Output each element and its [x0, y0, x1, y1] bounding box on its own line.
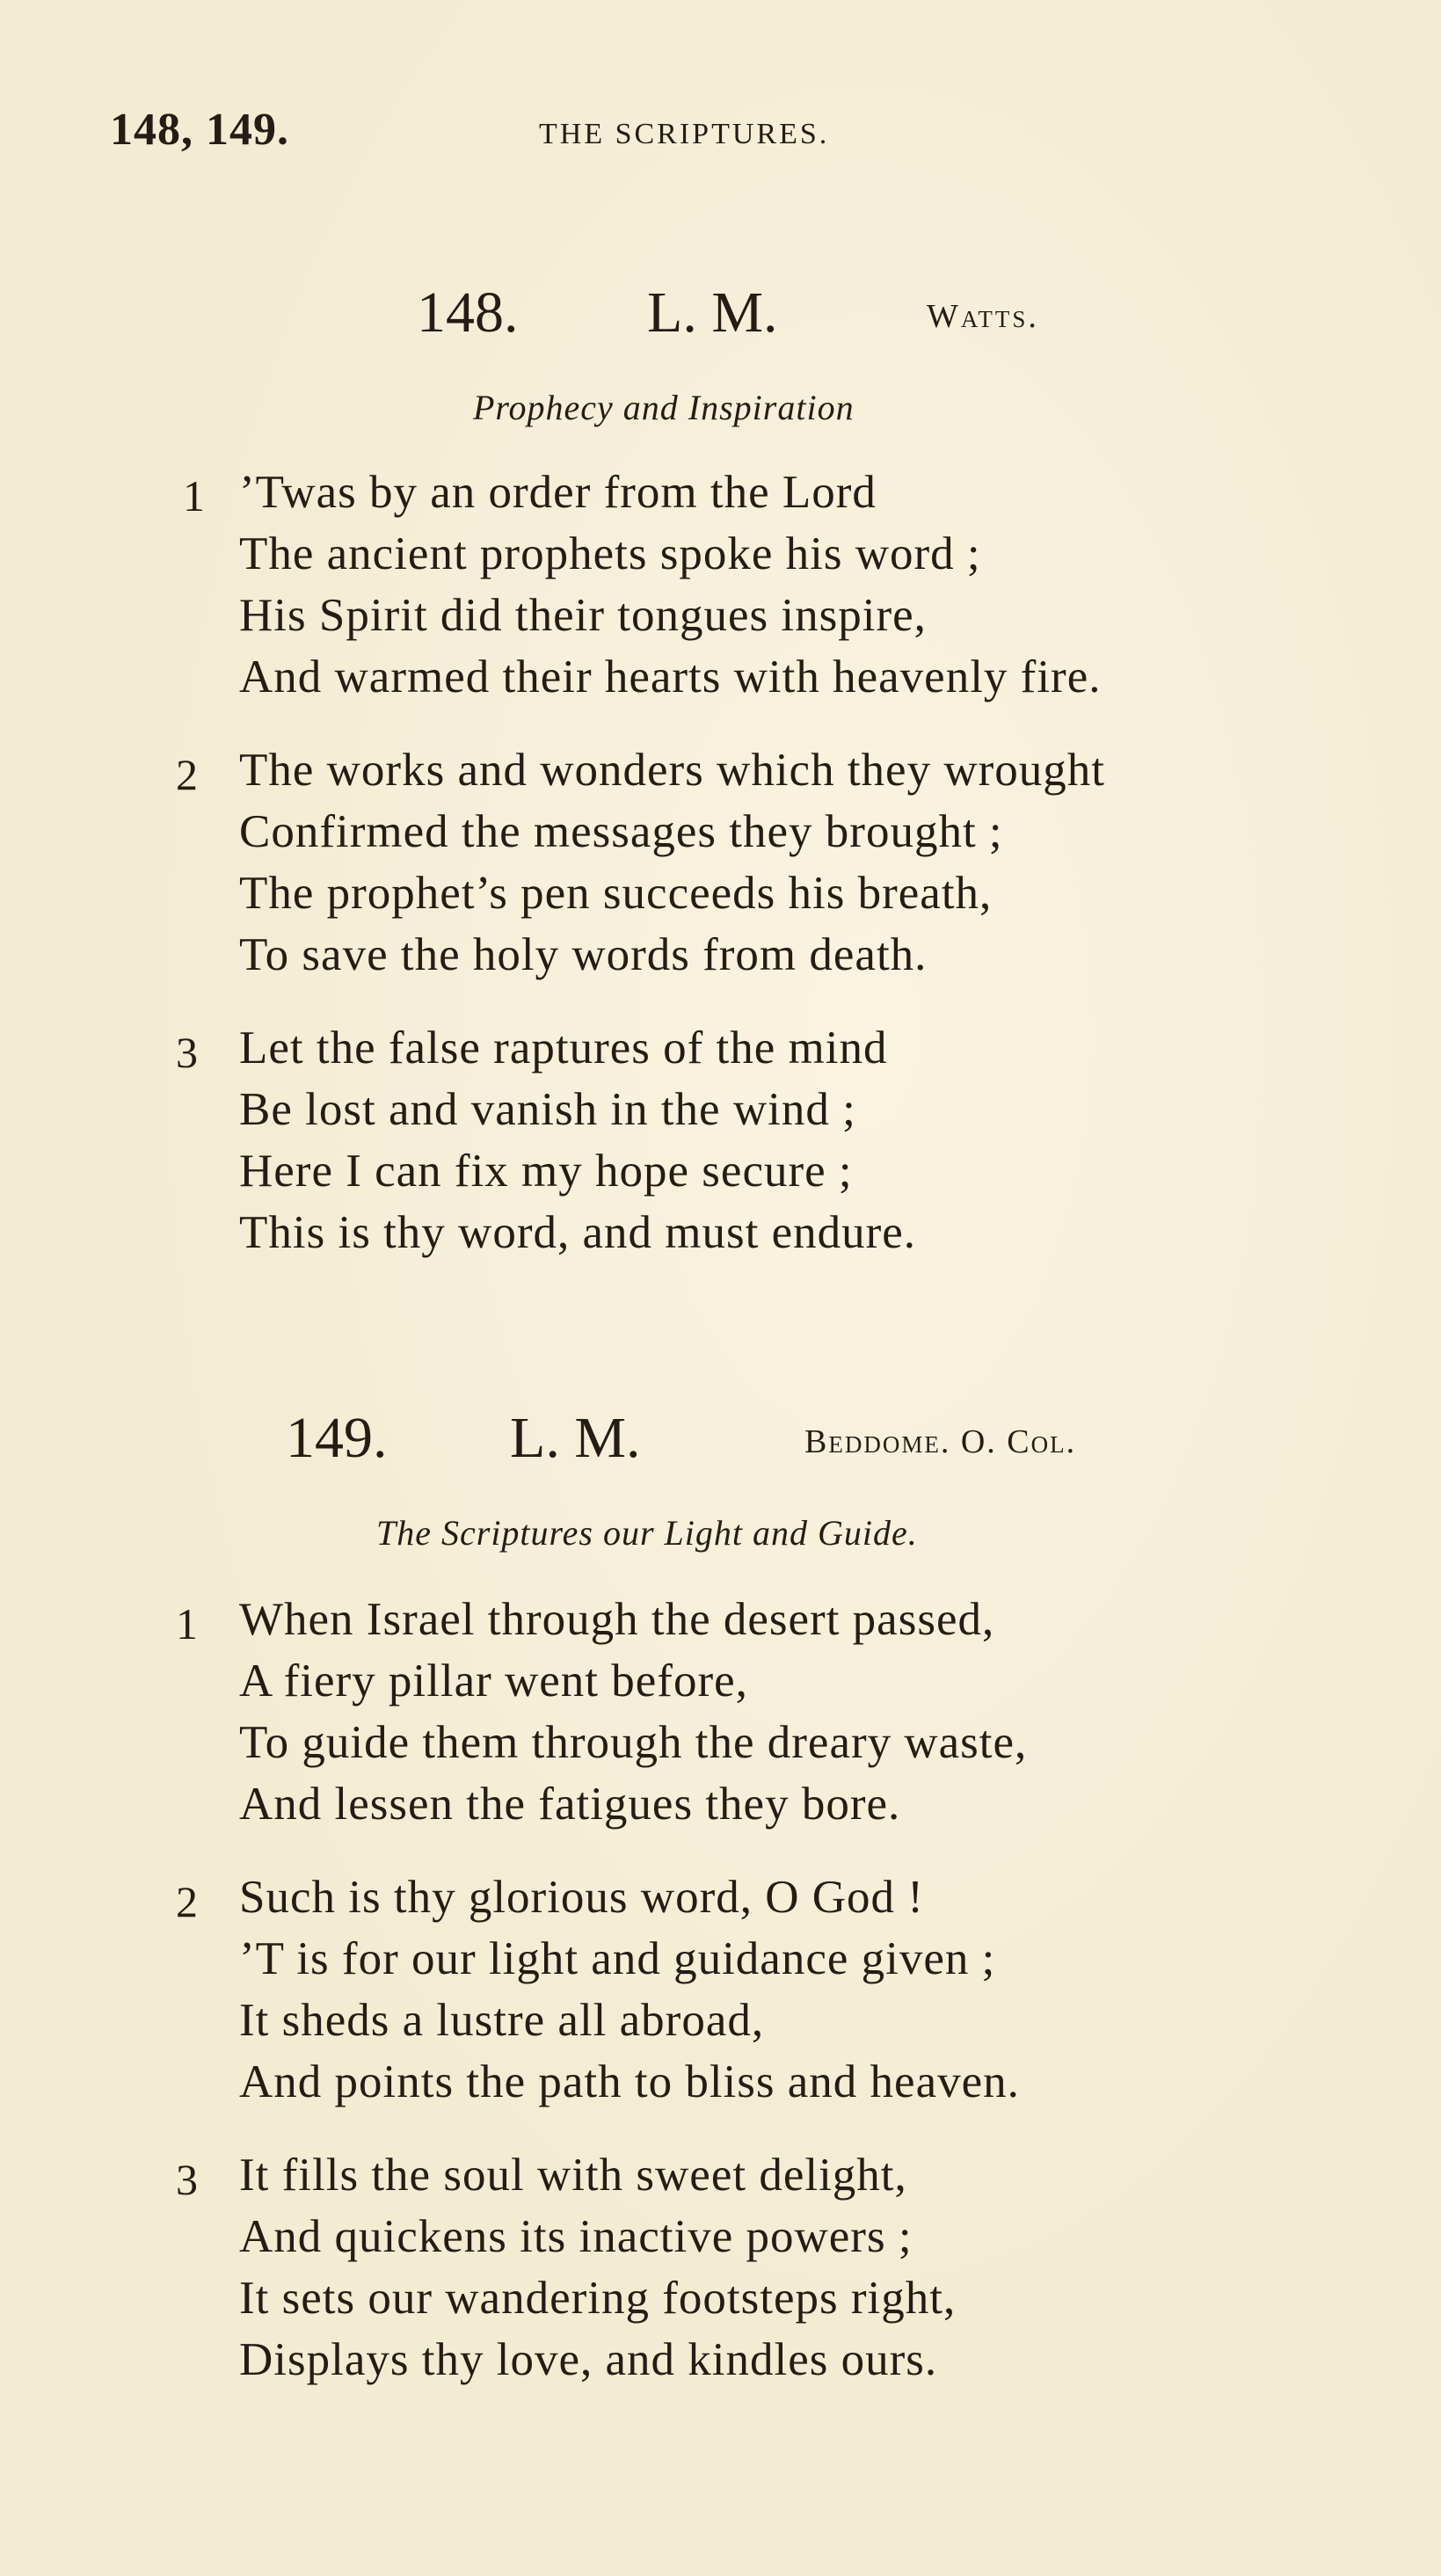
verse-line: The prophet’s pen succeeds his breath,: [239, 868, 993, 919]
hymn-author: Beddome. O. Col.: [804, 1423, 1077, 1460]
stanza-number: 1: [176, 1599, 198, 1648]
stanza-number: 2: [176, 1877, 198, 1926]
verse-line: Here I can fix my hope secure ;: [239, 1146, 853, 1197]
hymn-number: 149.: [286, 1406, 388, 1470]
stanza-number: 3: [176, 1028, 198, 1077]
verse-line: The works and wonders which they wrought: [239, 745, 1105, 796]
verse-line: Displays thy love, and kindles ours.: [239, 2334, 938, 2385]
hymn-title: The Scriptures our Light and Guide.: [376, 1513, 918, 1553]
verse-line: And lessen the fatigues they bore.: [239, 1779, 901, 1830]
hymn-title: Prophecy and Inspiration: [473, 388, 855, 427]
verse-line: It fills the soul with sweet delight,: [239, 2150, 907, 2201]
hymn-author: Watts.: [927, 298, 1039, 335]
stanza-number: 3: [176, 2155, 198, 2204]
verse-line: A fiery pillar went before,: [239, 1655, 748, 1706]
running-title: THE SCRIPTURES.: [539, 118, 830, 150]
hymn-meter: L. M.: [510, 1406, 641, 1470]
verse-line: The ancient prophets spoke his word ;: [239, 528, 981, 579]
hymn-header: [417, 280, 1208, 350]
verse-line: And quickens its inactive powers ;: [239, 2211, 913, 2262]
verse-line: When Israel through the desert passed,: [239, 1594, 995, 1645]
stanza-number: 1: [183, 471, 205, 520]
verse-line: This is thy word, and must endure.: [239, 1207, 917, 1258]
verse-line: His Spirit did their tongues inspire,: [239, 590, 927, 641]
verse-line: To save the holy words from death.: [239, 929, 928, 980]
verse-line: To guide them through the dreary waste,: [239, 1717, 1028, 1768]
verse-line: It sheds a lustre all abroad,: [239, 1995, 765, 2046]
verse-line: It sets our wandering footsteps right,: [239, 2273, 957, 2324]
verse-line: And warmed their hearts with heavenly fire.: [239, 651, 1102, 702]
hymn-header: [286, 1405, 1297, 1475]
running-head: [110, 104, 1077, 156]
verse-line: Confirmed the messages they brought ;: [239, 806, 1003, 857]
verse-line: ’T is for our light and guidance given ;: [239, 1933, 996, 1984]
stanza-number: 2: [176, 750, 198, 799]
verse-line: Such is thy glorious word, O God !: [239, 1872, 924, 1923]
hymn-meter: L. M.: [647, 280, 778, 345]
verse-line: Let the false raptures of the mind: [239, 1022, 888, 1073]
hymn-number: 148.: [417, 280, 519, 345]
verse-line: And points the path to bliss and heaven.: [239, 2056, 1020, 2107]
page-numbers: 148, 149.: [110, 105, 289, 155]
verse-line: Be lost and vanish in the wind ;: [239, 1084, 856, 1135]
verse-line: ’Twas by an order from the Lord: [239, 467, 877, 518]
